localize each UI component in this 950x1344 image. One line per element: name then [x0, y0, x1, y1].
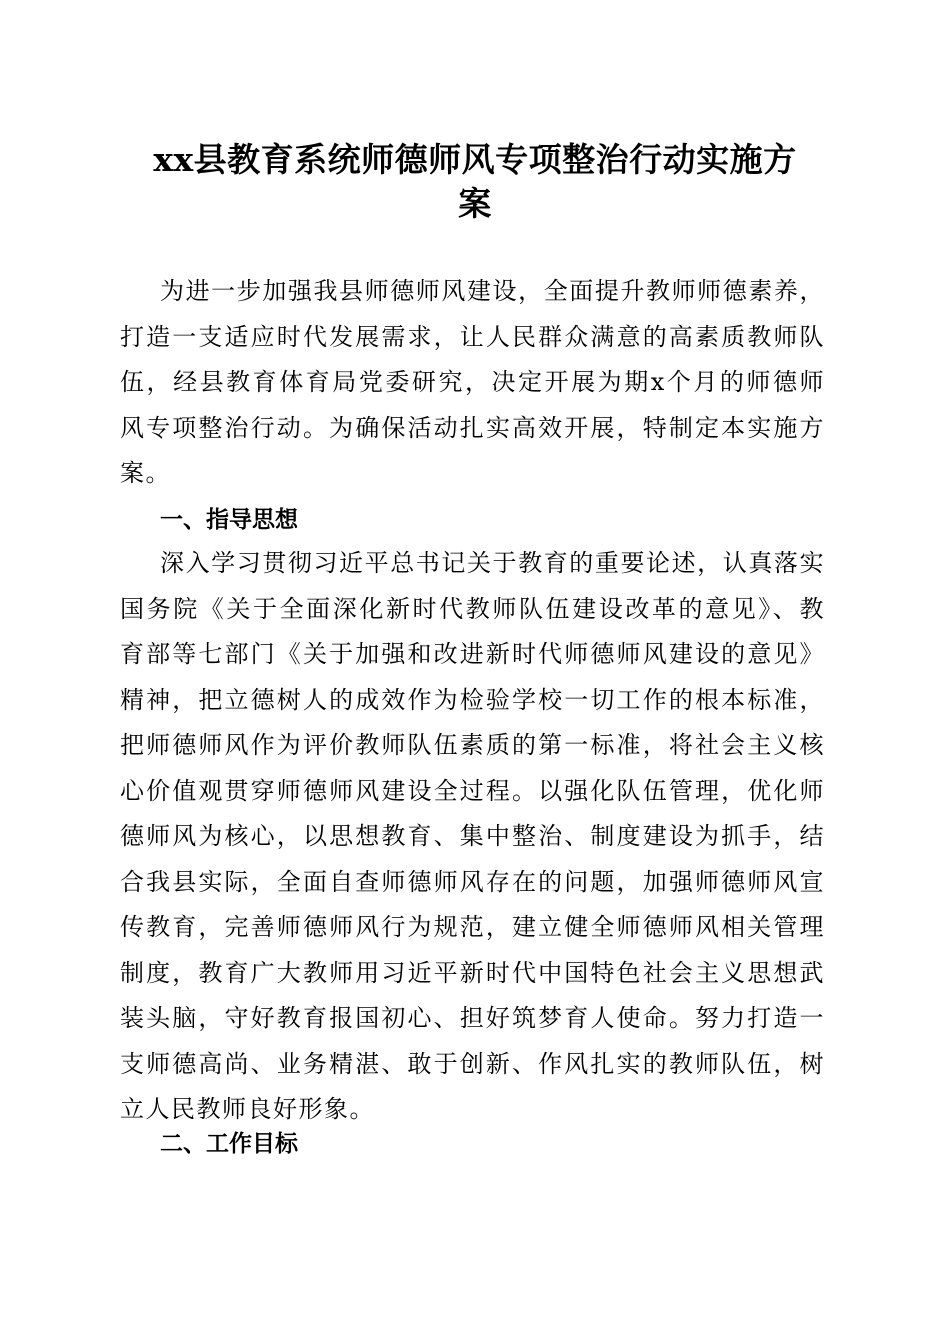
intro-paragraph — [120, 269, 825, 497]
section1-line: 支师德高尚、业务精湛、敢于创新、作风扎实的教师队伍，树 — [120, 1049, 825, 1078]
section1-line: 心价值观贯穿师德师风建设全过程。以强化队伍管理，优化师 — [120, 776, 825, 805]
intro-line: 伍，经县教育体育局党委研究，决定开展为期x个月的师德师 — [120, 368, 825, 396]
section1-paragraph — [120, 541, 825, 1133]
section1-line: 装头脑，守好教育报国初心、担好筑梦育人使命。努力打造一 — [120, 1004, 825, 1032]
intro-line: 案。 — [120, 459, 171, 487]
section1-line: 国务院《关于全面深化新时代教师队伍建设改革的意见》、教 — [120, 594, 825, 623]
section-heading-guiding-thought: 一、指导思想 — [160, 507, 298, 533]
section1-line: 制度，教育广大教师用习近平新时代中国特色社会主义思想武 — [120, 958, 825, 987]
section1-line: 精神，把立德树人的成效作为检验学校一切工作的根本标准， — [120, 685, 825, 714]
intro-line: 打造一支适应时代发展需求，让人民群众满意的高素质教师队 — [120, 322, 825, 351]
section1-line: 合我县实际，全面自查师德师风存在的问题，加强师德师风宣 — [120, 867, 825, 896]
intro-line: 为进一步加强我县师德师风建设，全面提升教师师德素养， — [160, 277, 825, 305]
intro-line: 风专项整治行动。为确保活动扎实高效开展，特制定本实施方 — [120, 413, 825, 442]
section-heading-work-goals: 二、工作目标 — [160, 1131, 298, 1157]
section1-line: 传教育，完善师德师风行为规范，建立健全师德师风相关管理 — [120, 913, 825, 941]
section1-line: 深入学习贯彻习近平总书记关于教育的重要论述，认真落实 — [160, 549, 825, 577]
section1-line: 德师风为核心，以思想教育、集中整治、制度建设为抓手，结 — [120, 822, 825, 850]
title-line-1: xx县教育系统师德师风专项整治行动实施方 — [153, 140, 797, 179]
section1-line: 把师德师风作为评价教师队伍素质的第一标准，将社会主义核 — [120, 731, 825, 759]
section1-line: 育部等七部门《关于加强和改进新时代师德师风建设的意见》 — [120, 640, 825, 668]
section1-line: 立人民教师良好形象。 — [120, 1095, 375, 1123]
document-title — [120, 138, 830, 226]
title-line-2: 案 — [458, 184, 492, 223]
